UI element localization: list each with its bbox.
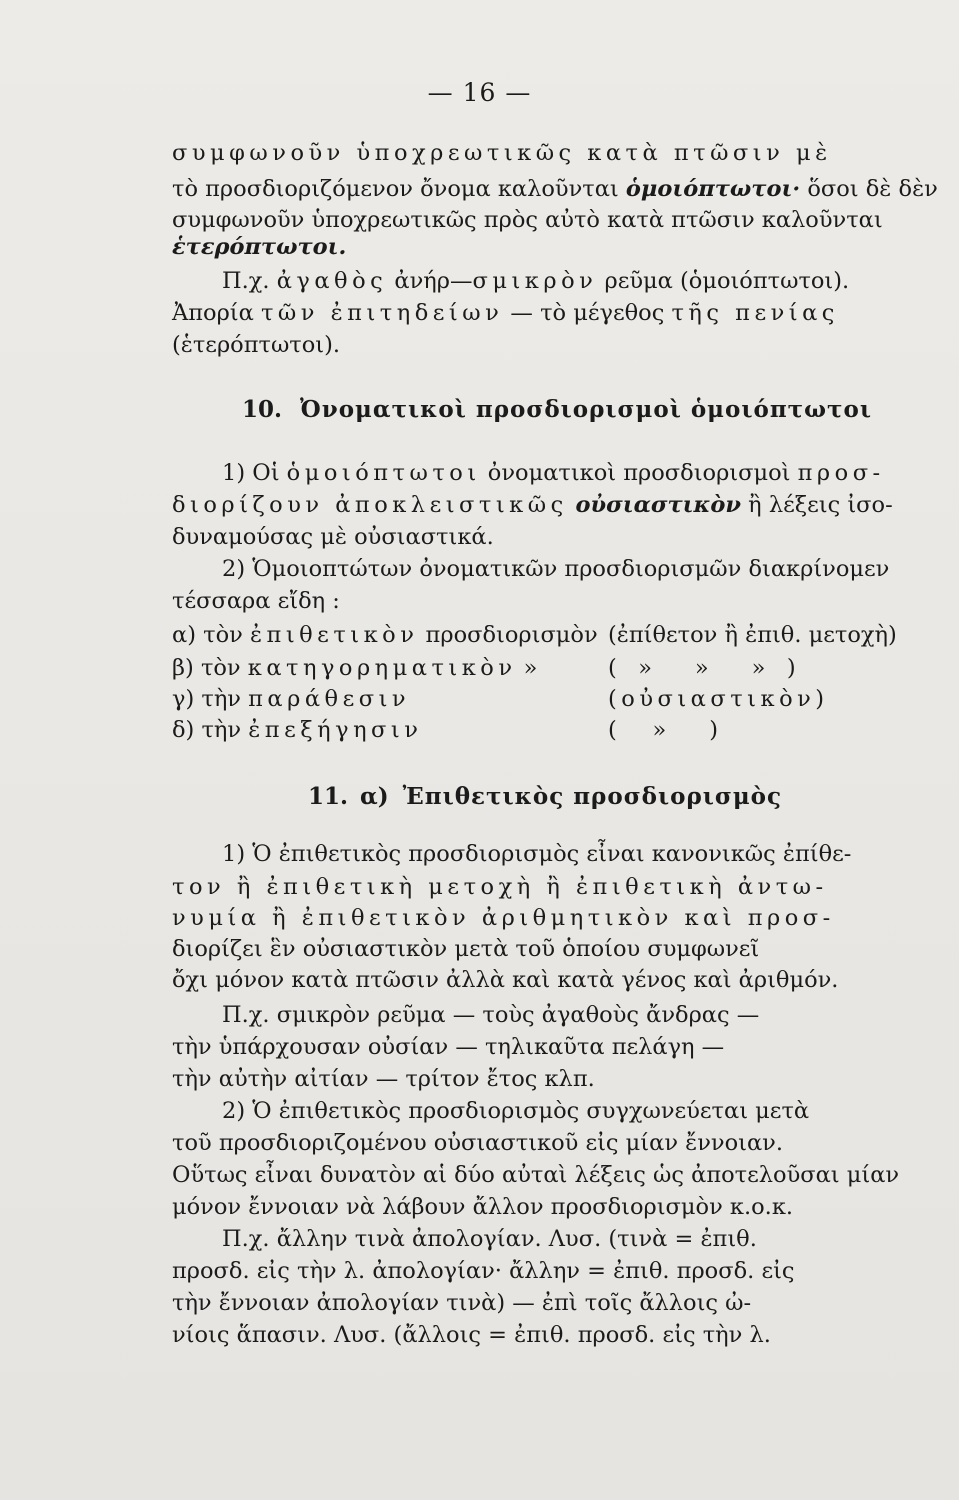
section-11-heading — [308, 783, 782, 810]
example-line: τὴν ἔννοιαν ἀπολογίαν τινὰ) — ἐπὶ τοῖς ἄλλοις ὠ- — [172, 1290, 752, 1316]
section-11-title: Ἐπιθετικὸς προσδιορισμὸς — [402, 783, 783, 810]
text-line: δυναμούσας μὲ οὐσιαστικά. — [172, 524, 494, 550]
kind-b-note: ( » » » ) — [608, 655, 796, 681]
example-line: τὴν ὑπάρχουσαν οὐσίαν — τηλικαῦτα πελάγη — — [172, 1034, 725, 1060]
example-line: Π.χ. σμικρὸν ρεῦμα — τοὺς ἀγαθοὺς ἄνδρας — — [222, 1002, 760, 1028]
text-line: Οὕτως εἶναι δυνατὸν αἱ δύο αὐταὶ λέξεις ὡς ἀποτελοῦσαι μίαν — [172, 1162, 900, 1188]
kind-c: γ) τὴν παράθεσιν — [172, 686, 411, 712]
section-10-title: Ὀνοματικοὶ προσδιορισμοὶ ὁμοιόπτωτοι — [300, 396, 872, 423]
section-10-heading — [242, 396, 872, 423]
text-line: 2) Ὁ ἐπιθετικὸς προσδιορισμὸς συγχωνεύεται μετὰ — [222, 1098, 810, 1124]
kind-b: β) τὸν κατηγορηματικὸν » — [172, 655, 538, 681]
term-heteroptotoi: ἑτερόπτωτοι. — [172, 234, 347, 260]
section-11-number: 11. — [308, 783, 349, 810]
section-11-sub: α) — [360, 783, 389, 810]
text-line: συμφωνοῦν ὑποχρεωτικῶς πρὸς αὐτὸ κατὰ πτῶσιν καλοῦνται — [172, 207, 883, 233]
section-10-number: 10. — [242, 396, 283, 423]
text-line: 1) Ὁ ἐπιθετικὸς προσδιορισμὸς εἶναι κανονικῶς ἐπίθε- — [222, 841, 852, 867]
text-line: μόνον ἔννοιαν νὰ λάβουν ἄλλον προσδιορισμὸν κ.ο.κ. — [172, 1194, 794, 1220]
example-line: τὴν αὐτὴν αἰτίαν — τρίτον ἔτος κλπ. — [172, 1066, 595, 1092]
text-line: 2) Ὁμοιοπτώτων ὀνοματικῶν προσδιορισμῶν διακρίνομεν — [222, 556, 890, 582]
example-line: Π.χ. ἀγαθὸς ἀνήρ—σμικρὸν ρεῦμα (ὁμοιόπτωτοι). — [222, 268, 850, 294]
example-line: Ἀπορία τῶν ἐπιτηδείων — τὸ μέγεθος τῆς πενίας — [172, 300, 839, 326]
page-number: — 16 — — [427, 78, 532, 107]
text-line: νυμία ἢ ἐπιθετικὸν ἀριθμητικὸν καὶ προσ- — [172, 905, 835, 931]
example-line: Π.χ. ἄλλην τινὰ ἀπολογίαν. Λυσ. (τινὰ = ἐπιθ. — [222, 1226, 757, 1252]
example-line: νίοις ἅπασιν. Λυσ. (ἄλλοις = ἐπιθ. προσδ. εἰς τὴν λ. — [172, 1322, 771, 1348]
text-line: τοῦ προσδιοριζομένου οὐσιαστικοῦ εἰς μίαν ἔννοιαν. — [172, 1130, 783, 1156]
kind-d: δ) τὴν ἐπεξήγησιν — [172, 717, 423, 743]
kind-a: α) τὸν ἐπιθετικὸν προσδιορισμὸν — [172, 622, 598, 648]
text-line: διορίζουν ἀποκλειστικῶς οὐσιαστικὸν ἢ λέξεις ἰσο- — [172, 492, 893, 518]
text-line: ὄχι μόνον κατὰ πτῶσιν ἀλλὰ καὶ κατὰ γένος καὶ ἀριθμόν. — [172, 967, 839, 993]
text-line: τον ἢ ἐπιθετικὴ μετοχὴ ἢ ἐπιθετικὴ ἀντω- — [172, 874, 828, 900]
term-homoioptotoi: ὁμοιόπτωτοι· — [625, 176, 801, 202]
text-line: συμφωνοῦν ὑποχρεωτικῶς κατὰ πτῶσιν μὲ — [172, 140, 832, 166]
kind-c-note: (οὐσιαστικὸν) — [608, 686, 829, 712]
text-line: τέσσαρα εἴδη : — [172, 588, 340, 614]
kind-d-note: ( » ) — [608, 717, 718, 743]
example-line: προσδ. εἰς τὴν λ. ἀπολογίαν· ἄλλην = ἐπιθ. προσδ. εἰς — [172, 1258, 795, 1284]
text-line: τὸ προσδιοριζόμενον ὄνομα καλοῦνται ὁμοιόπτωτοι· ὅσοι δὲ δὲν — [172, 176, 938, 202]
kind-a-note: (ἐπίθετον ἢ ἐπιθ. μετοχὴ) — [608, 622, 897, 648]
text-line: διορίζει ἓν οὐσιαστικὸν μετὰ τοῦ ὁποίου συμφωνεῖ — [172, 936, 760, 962]
text-line: (ἑτερόπτωτοι). — [172, 332, 341, 358]
text-line: 1) Οἱ ὁμοιόπτωτοι ὀνοματικοὶ προσδιορισμοὶ προσ- — [222, 460, 885, 486]
